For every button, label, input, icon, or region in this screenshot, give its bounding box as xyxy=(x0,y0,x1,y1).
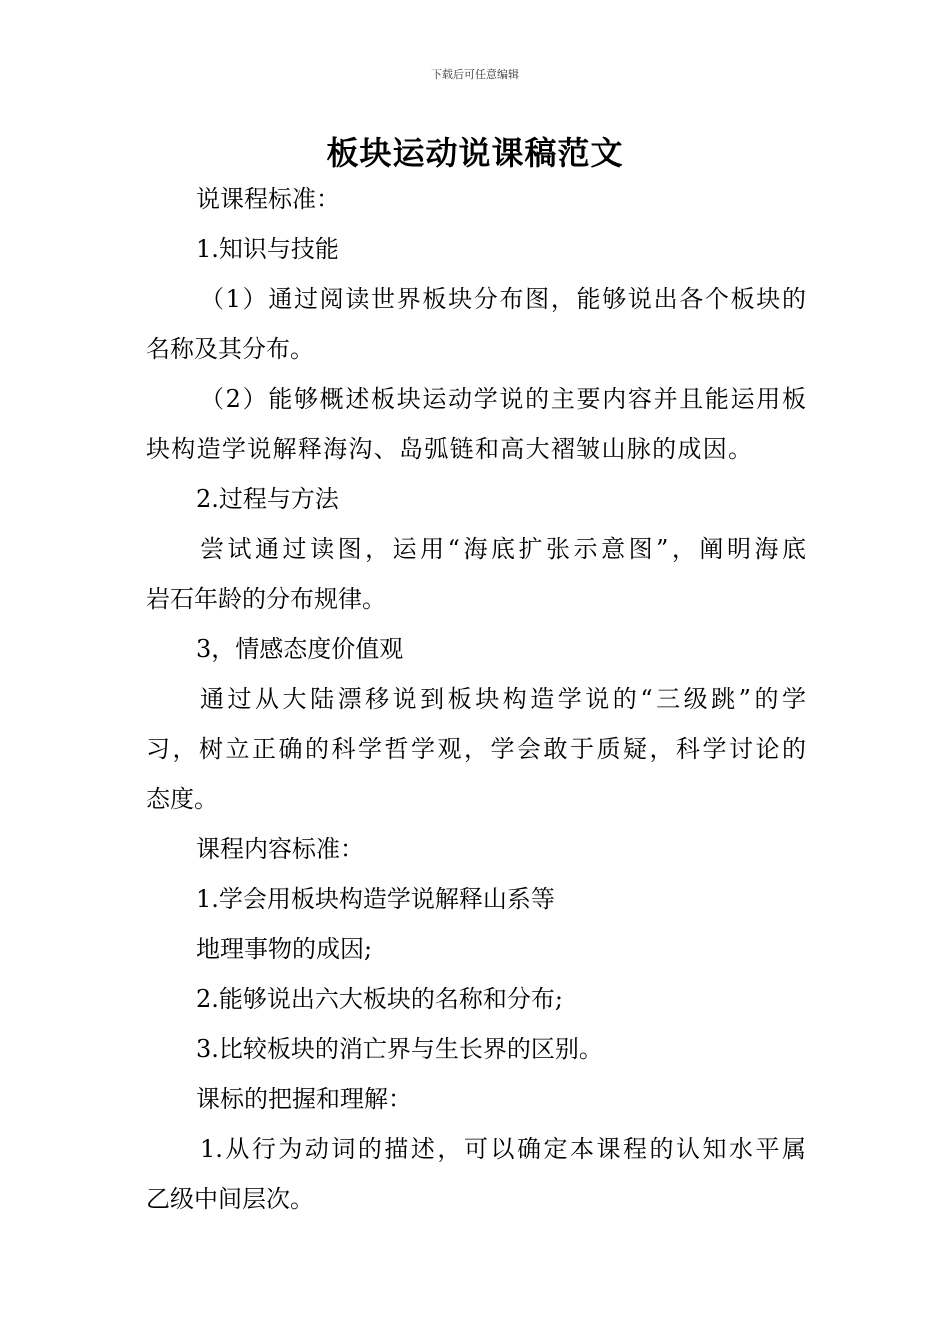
section-heading-understanding: 课标的把握和理解： xyxy=(196,1085,412,1113)
section-heading-content-standard: 课程内容标准： xyxy=(196,835,364,863)
paragraph-line: 块构造学说解释海沟、岛弧链和高大褶皱山脉的成因。 xyxy=(146,435,752,463)
paragraph-line: 习，树立正确的科学哲学观，学会敢于质疑，科学讨论的 xyxy=(146,735,806,763)
section-heading-course-standard: 说课程标准： xyxy=(196,185,340,213)
paragraph-line: 岩石年龄的分布规律。 xyxy=(146,585,386,613)
list-item: 3.比较板块的消亡界与生长界的区别。 xyxy=(196,1035,603,1063)
paragraph-line: 态度。 xyxy=(146,785,218,813)
document-title: 板块运动说课稿范文 xyxy=(326,134,624,172)
header-note: 下载后可任意编辑 xyxy=(431,68,519,81)
paragraph-line: 1.从行为动词的描述，可以确定本课程的认知水平属 xyxy=(200,1135,806,1163)
paragraph-line: 通过从大陆漂移说到板块构造学说的“三级跳”的学 xyxy=(200,685,806,713)
paragraph-line: （1）通过阅读世界板块分布图，能够说出各个板块的 xyxy=(200,285,806,313)
list-item: 2.能够说出六大板块的名称和分布; xyxy=(196,985,563,1013)
paragraph-line: 尝试通过读图，运用“海底扩张示意图”，阐明海底 xyxy=(200,535,806,563)
list-item: 1.学会用板块构造学说解释山系等 xyxy=(196,885,555,913)
list-item-continuation: 地理事物的成因; xyxy=(196,935,373,963)
subheading-knowledge-skills: 1.知识与技能 xyxy=(196,235,339,263)
subheading-process-method: 2.过程与方法 xyxy=(196,485,339,513)
paragraph-line: 名称及其分布。 xyxy=(146,335,314,363)
subheading-values: 3，情感态度价值观 xyxy=(196,635,404,663)
paragraph-line: 乙级中间层次。 xyxy=(146,1185,314,1213)
paragraph-line: （2）能够概述板块运动学说的主要内容并且能运用板 xyxy=(200,385,806,413)
